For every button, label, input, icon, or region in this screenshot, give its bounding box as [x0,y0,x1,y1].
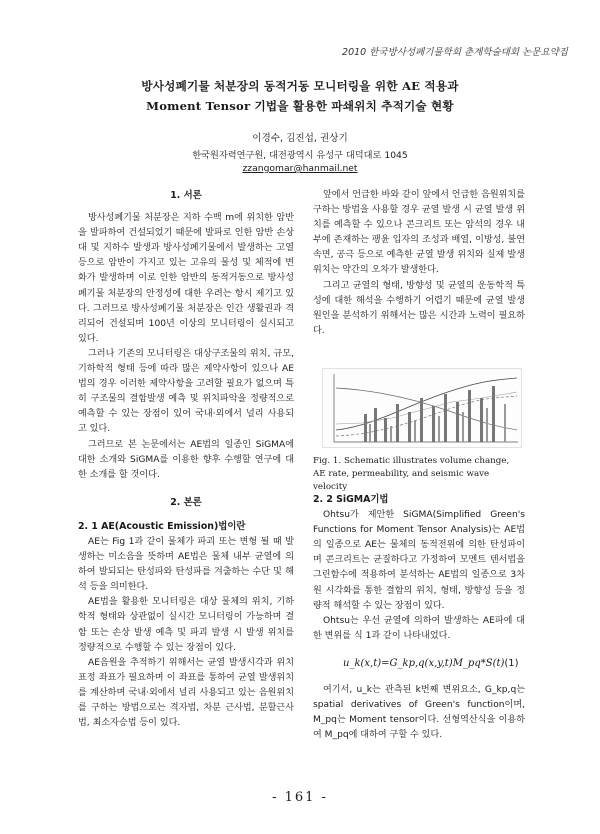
figure-1-schematic [322,368,522,448]
paragraph: 그러므로 본 논문에서는 AE법의 일종인 SiGMA에 대한 소개와 SiGMA를 이용한 향후 수행할 연구에 대한 소개를 할 것이다. [78,439,294,480]
paragraph: 여기서, u_k는 관측된 k번째 변위요소, G_kp,q는 spatial derivatives of Green's function이며, M_pq는 Moment tensor이다. 선형역산식을 이용하여 M_pq에 대하여 구할 수 있다. [313,685,525,741]
page-number: - 161 - [272,790,328,805]
figure-1-caption: Fig. 1. Schematic illustrates volume change, AE rate, permeability, and seismic wave velocity [313,456,510,493]
paragraph: 그리고 균열의 형태, 방향성 및 균열의 운동학적 특성에 대한 해석을 수행하기 어렵기 때문에 균열 발생 원인을 분석하기 위해서는 많은 시간과 노력이 필요하다. [313,280,525,336]
author-email-link[interactable]: zzangomar@hanmail.net [242,163,358,174]
paragraph: Ohtsu가 제안한 SiGMA(Simplified Green's Functions for Moment Tensor Analysis)는 AE법의 일종으로 AE는 물체의 동적전위에 의한 탄성파이며 콘크리트는 균질하다고 가정하여 모멘트 텐서법을 그린함수에 적용하여 분석하는 AE법의 일종으로 3차원 시각화를 통한 결함의 위치, 형태, 방향성 등을 정량적 해석할 수 있는 장점이 있다. [313,510,525,611]
left-column [78,188,294,731]
paragraph: 방사성폐기물 처분장은 지하 수백 m에 위치한 암반을 발파하여 건설되었기 때문에 발파로 인한 암반 손상대 및 지하수 발생과 방사성폐기물에서 발생하는 고열 등으로 암반이 가지고 있는 고유의 물성 및 체적에 변화가 발생하며 이로 인한 암반의 동적거동으로 방사성폐기물 처분장의 안정성에 대한 우려는 항시 제기고 있다. 그러므로 방사성폐기물 처분장은 인간 생활권과 격리되어 건설되며 100년 이상의 모니터링이 실시되고 있다. [78,213,294,344]
paragraph: 앞에서 언급한 바와 같이 앞에서 언급한 음원위치를 구하는 방법을 사용할 경우 균열 발생 시 균열 발생 위치를 예측할 수 있으나 콘크리트 또는 암석의 경우 내부에 존재하는 팽윤 입자의 조성과 배열, 이방성, 불연속면, 공극 등으로 예측한 균열 발생 위치와 실제 발생 위치는 약간의 오차가 발생한다. [313,190,525,276]
section-2-title: 2. 본론 [170,496,202,508]
section-2-1-title: 2. 1 AE(Acoustic Emission)법이란 [78,520,246,532]
paper-title-line-2: Moment Tensor 기법을 활용한 파쇄위치 추적기술 현황 [146,99,454,113]
paragraph: AE법을 활용한 모니터링은 대상 물체의 위치, 기하학적 형태와 상관없이 실시간 모니터링이 가능하며 결함 또는 손상 발생 예측 및 파괴 발생 시 발생 위치를 정량적으로 수행할 수 있는 장점이 있다. [78,597,294,653]
paper-title-line-1: 방사성폐기물 처분장의 동적거동 모니터링을 위한 AE 적용과 [141,79,459,93]
equation-row [343,656,525,671]
paragraph: 그러나 기존의 모니터링은 대상구조물의 위치, 규모, 기하학적 형태 등에 따라 많은 제약사항이 있으나 AE법의 경우 이러한 제약사항을 고려할 필요가 없으며 특히 구조물의 결함발생 예측 및 위치파악을 정량적으로 예측할 수 있는 장점이 있어 국내·외에서 널리 사용되고 있다. [78,348,294,435]
affiliation: 한국원자력연구원, 대전광역시 유성구 대덕대로 1045 [192,150,408,161]
right-column-top [313,188,525,339]
equation-1-number: (1) [504,657,519,669]
paragraph: Ohtsu는 우선 균열에 의하여 발생하는 AE파에 대한 변위를 식 1과 같이 나타내었다. [313,615,525,641]
paragraph: AE는 Fig 1과 같이 물체가 파괴 또는 변형 될 때 발생하는 미소음을 뜻하며 AE법은 물체 내부 균열에 의하여 발되되는 탄성파와 탄성파를 겨출하는 수단 및 해석 등을 의미한다. [78,536,294,593]
right-column-bottom [313,492,525,743]
authors: 이경수, 김진섭, 권상기 [252,133,348,144]
figure-1 [322,368,522,448]
section-1-title: 1. 서론 [170,190,202,201]
running-header: 2010 한국방사성폐기물학회 춘계학술대회 논문요약집 [342,47,568,58]
paragraph: AE음원을 추적하기 위해서는 균열 발생시각과 위치표정 좌표가 필요하며 이 좌표를 통하여 균열 발생위치를 계산하며 국내·외에서 널리 사용되고 있는 음원위치를 구하는 방법으로는 격자법, 차분 근사법, 분할근사법, 최소자승법 등이 있다. [78,657,294,729]
equation-1: u_k(x,t)=G_kp,q(x,y,t)M_pq*S(t) [343,657,505,669]
section-2-2-title: 2. 2 SiGMA기법 [313,494,389,505]
